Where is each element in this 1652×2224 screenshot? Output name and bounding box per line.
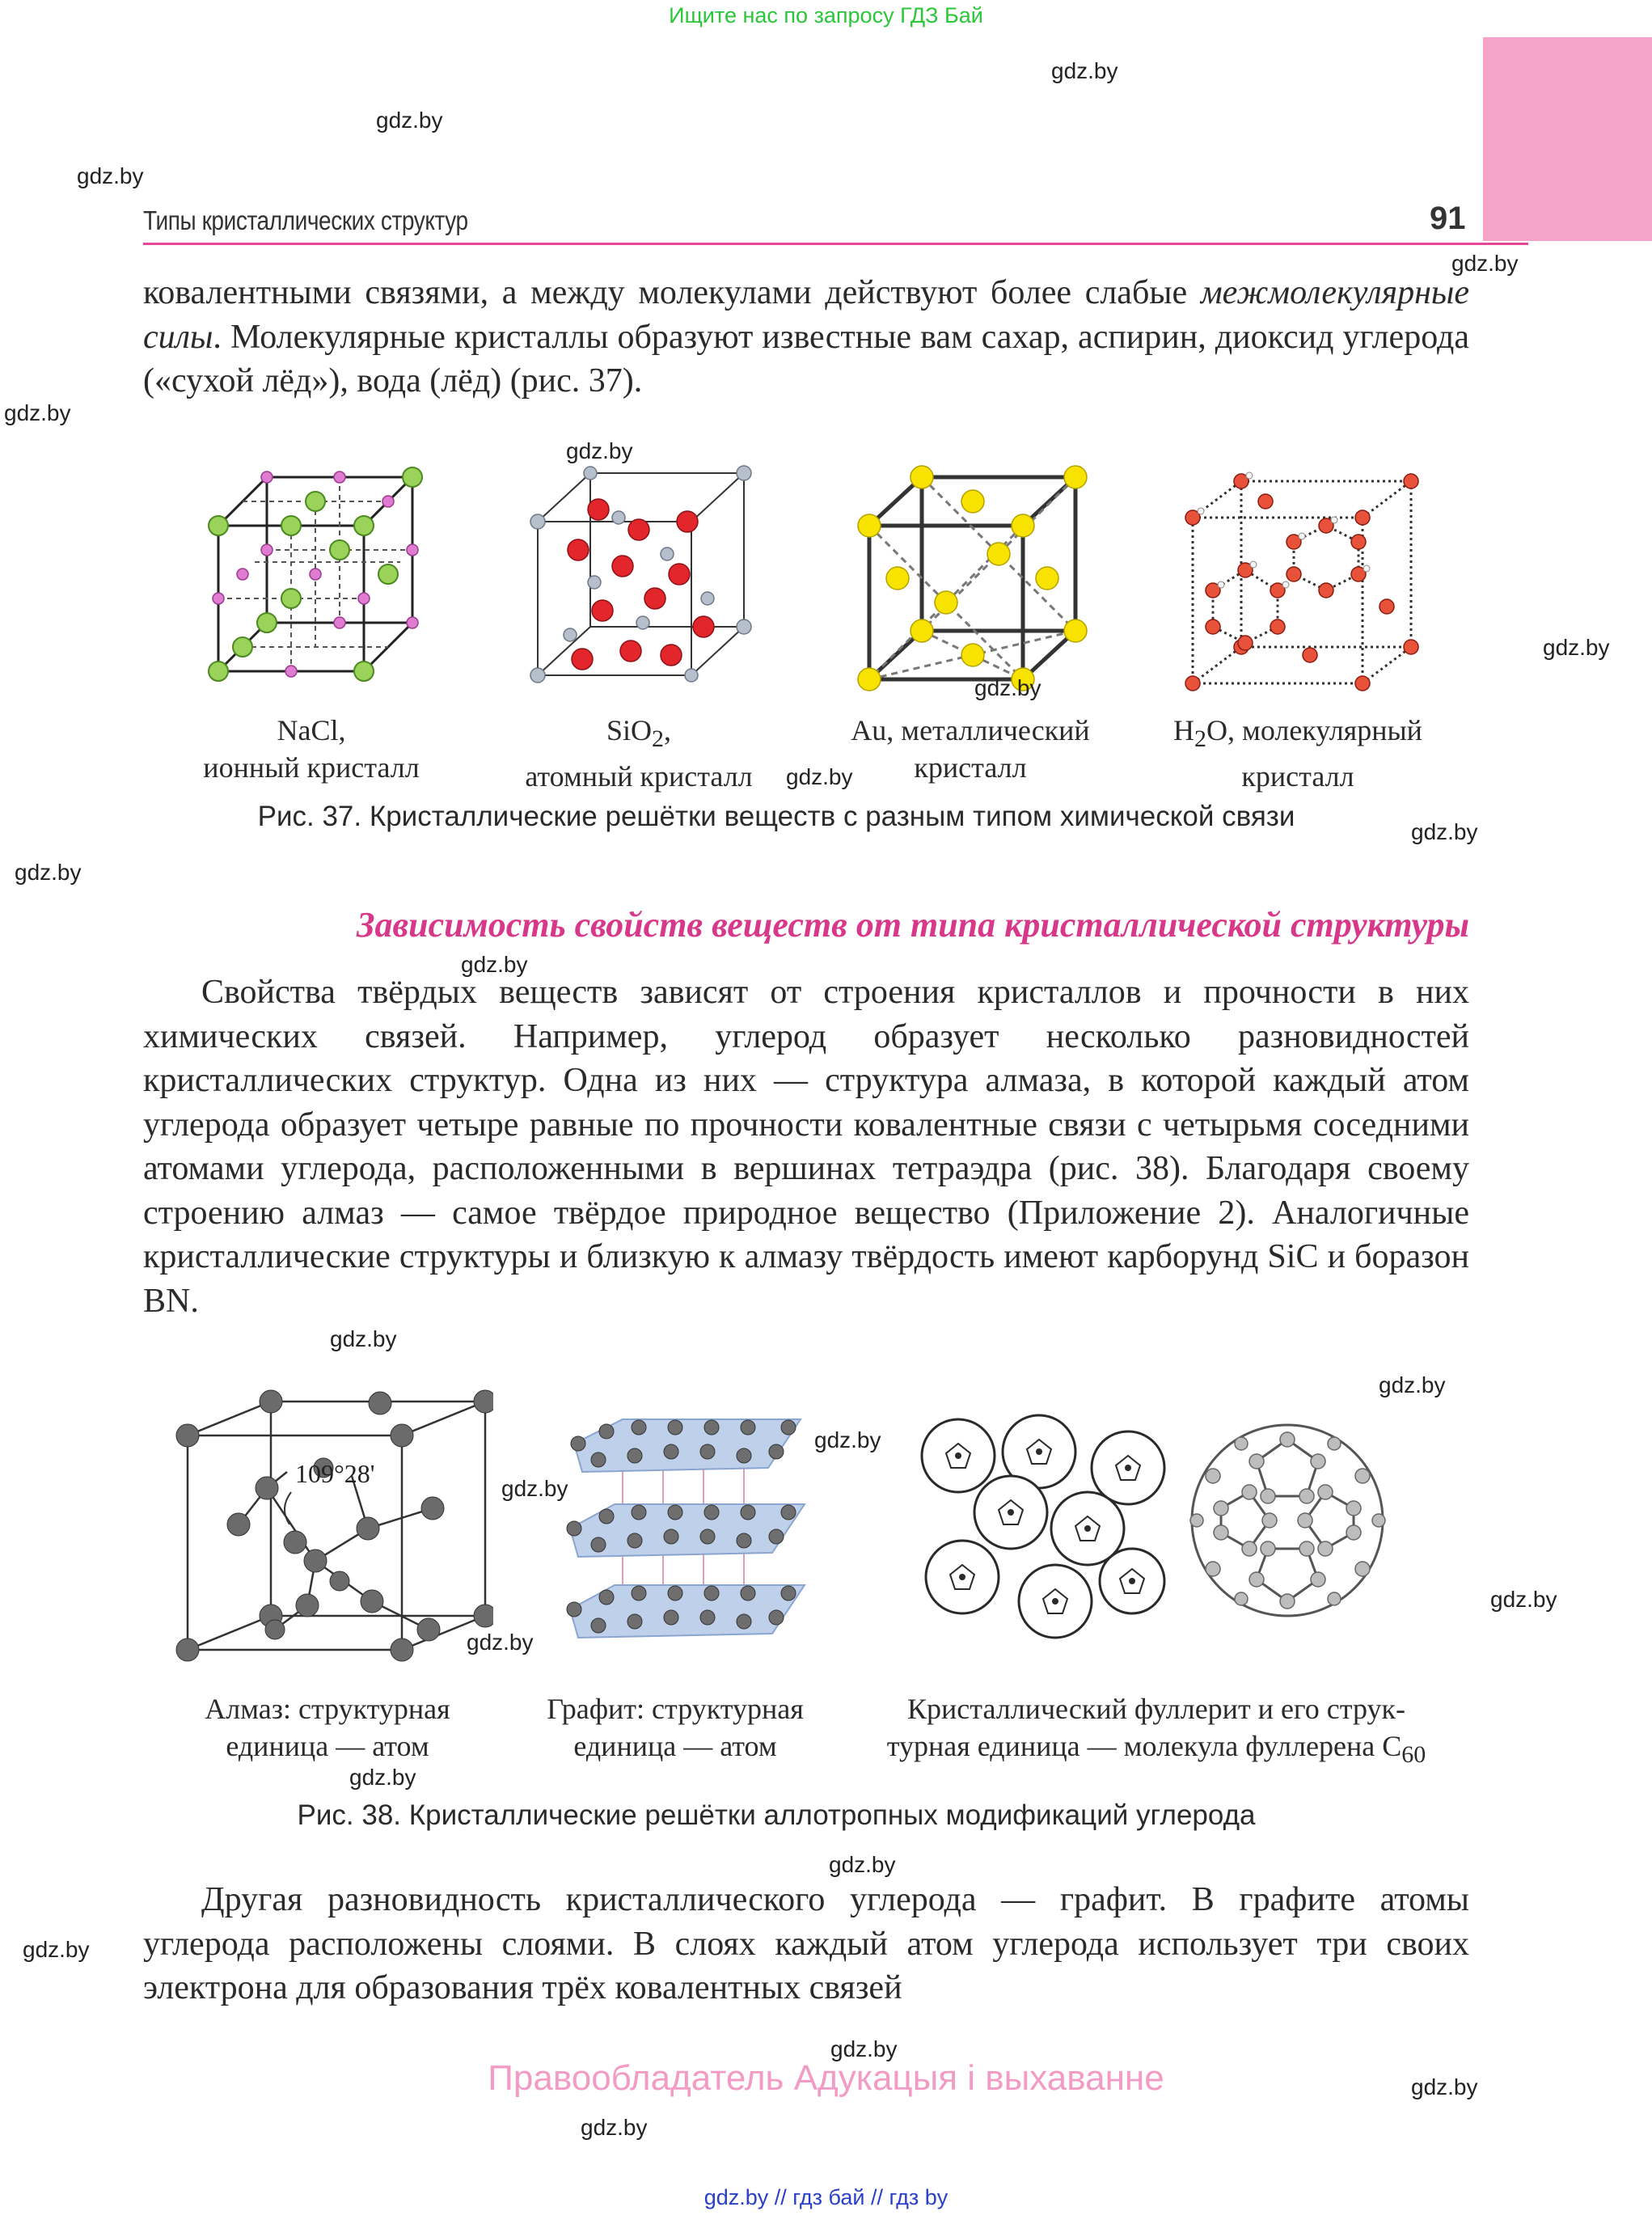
caption-fullerite-line1: Кристаллический фуллерит и его струк- <box>907 1693 1405 1725</box>
paragraph-2-text: Свойства твёрдых веществ зависят от строения кристаллов и прочности в них химических связей. Например, углерод образует несколько разновидностей кристаллических структур. Одна из них — структура алмаза, в которой каждый атом углерода образует четыре равные по прочности ковалентные связи с четырьмя соседними атомами углерода, расположенными в вершинах тетраэдра (рис. 38). Благодаря своему строению алмаз — самое твёрдое природное вещество (Приложение 2). Аналогичные кристаллические структуры и близкую к алмазу твёрдость имеют карборунд SiC и боразон BN. <box>143 974 1469 1320</box>
header-rule <box>143 243 1528 245</box>
caption-fullerite-line2 <box>857 1727 1456 1774</box>
caption-fullerite-text: турная единица — молекула фуллерена C <box>886 1730 1402 1762</box>
sio2-lattice-image <box>522 461 756 691</box>
paragraph-2 <box>143 970 1469 1323</box>
caption-sio2-line2: атомный кристалл <box>525 760 753 793</box>
section-heading: Зависимость свойств веществ от типа кристаллической структуры <box>357 905 1469 945</box>
watermark: gdz.by <box>1051 58 1118 83</box>
diamond-angle-label: 109°28' <box>295 1459 375 1488</box>
paragraph-3-text: Другая разновидность кристаллического углерода — графит. В графите атомы углерода расположены слоями. В слоях каждый атом углерода использует три своих электрона для образования трёх ковалентных связей <box>143 1881 1469 2006</box>
footer-links: gdz.by // гдз бай // гдз by <box>703 2185 949 2209</box>
figure38-caption-fullerite <box>857 1690 1456 1774</box>
figure37-caption-au <box>821 712 1120 786</box>
watermark: gdz.by <box>4 400 71 425</box>
caption-fullerite-subscript: 60 <box>1401 1741 1426 1769</box>
caption-graphite-line1: Графит: структурная <box>547 1693 804 1725</box>
watermark: gdz.by <box>15 860 82 885</box>
watermark: gdz.by <box>1451 251 1519 276</box>
watermark: gdz.by <box>814 1427 881 1452</box>
watermark: gdz.by <box>1379 1372 1446 1397</box>
caption-nacl-line2: ионный кристалл <box>203 751 420 784</box>
running-head: Типы кристаллических структур <box>143 205 468 235</box>
watermark: gdz.by <box>501 1476 568 1501</box>
watermark: gdz.by <box>77 163 144 188</box>
paragraph-1-text-b: . Молекулярные кристаллы образуют известные вам сахар, аспирин, диоксид углерода («сухой лёд»), вода (лёд) (рис. 37). <box>143 318 1469 400</box>
fullerite-image <box>914 1411 1181 1650</box>
watermark: gdz.by <box>23 1937 90 1962</box>
watermark: gdz.by <box>830 2036 898 2061</box>
caption-au-line1: Au, металлический <box>851 714 1090 746</box>
caption-sio2-subscript: 2 <box>652 725 665 753</box>
figure38-caption-diamond <box>178 1690 477 1765</box>
caption-h2o-subscript: 2 <box>1194 725 1207 753</box>
watermark: gdz.by <box>330 1326 397 1351</box>
watermark: gdz.by <box>1411 819 1478 844</box>
watermark: gdz.by <box>1411 2074 1478 2099</box>
paragraph-1-text-a: ковалентными связями, а между молекулами действуют более слабые <box>143 274 1201 311</box>
figure37-caption-h2o <box>1144 712 1451 795</box>
watermark: gdz.by <box>376 108 443 133</box>
watermark: gdz.by <box>1490 1587 1557 1612</box>
figure37-title: Рис. 37. Кристаллические решётки веществ с разным типом химической связи <box>257 801 1295 832</box>
caption-nacl-line1: NaCl, <box>277 714 346 746</box>
watermark: gdz.by <box>461 952 528 977</box>
watermark: gdz.by <box>467 1630 534 1655</box>
figure37-caption-sio2 <box>497 712 780 795</box>
caption-diamond-line2: единица — атом <box>226 1730 429 1762</box>
caption-au-line2: кристалл <box>914 751 1027 784</box>
watermark: gdz.by <box>786 764 853 789</box>
graphite-lattice-image <box>558 1407 817 1642</box>
watermark: gdz.by <box>566 438 633 463</box>
fullerene-molecule-image <box>1181 1411 1395 1630</box>
paragraph-3 <box>143 1878 1469 2010</box>
diamond-lattice-image <box>170 1387 493 1666</box>
caption-h2o-line2: кристалл <box>1241 760 1354 793</box>
caption-diamond-line1: Алмаз: структурная <box>205 1693 450 1725</box>
figure38-title: Рис. 38. Кристаллические решётки аллотропных модификаций углерода <box>297 1799 1256 1831</box>
caption-h2o-formula: H <box>1173 714 1195 746</box>
top-banner: Ищите нас по запросу ГДЗ Бай <box>669 3 983 27</box>
caption-graphite-line2: единица — атом <box>573 1730 777 1762</box>
nacl-lattice-image <box>202 461 429 691</box>
caption-sio2-comma: , <box>664 714 672 746</box>
watermark: gdz.by <box>581 2115 648 2140</box>
caption-h2o-rest: O, молекулярный <box>1206 714 1422 746</box>
copyright-holder: Правообладатель Адукацыя і выхаванне <box>488 2058 1164 2098</box>
au-lattice-image <box>853 465 1088 696</box>
page-number: 91 <box>1430 201 1466 236</box>
paragraph-1 <box>143 271 1469 404</box>
watermark: gdz.by <box>974 675 1041 700</box>
paragraph-1-emphasis: межмолекулярные силы <box>143 274 1469 356</box>
watermark: gdz.by <box>349 1765 416 1790</box>
figure38-caption-graphite <box>522 1690 829 1765</box>
figure37-caption-nacl <box>166 712 457 786</box>
watermark: gdz.by <box>829 1852 896 1877</box>
page-tab-decoration <box>1483 37 1652 241</box>
h2o-lattice-image <box>1181 469 1423 696</box>
caption-h2o-line1 <box>1144 712 1451 758</box>
caption-sio2-line1 <box>497 712 780 758</box>
watermark: gdz.by <box>1543 635 1610 660</box>
caption-sio2-formula: SiO <box>606 714 653 746</box>
